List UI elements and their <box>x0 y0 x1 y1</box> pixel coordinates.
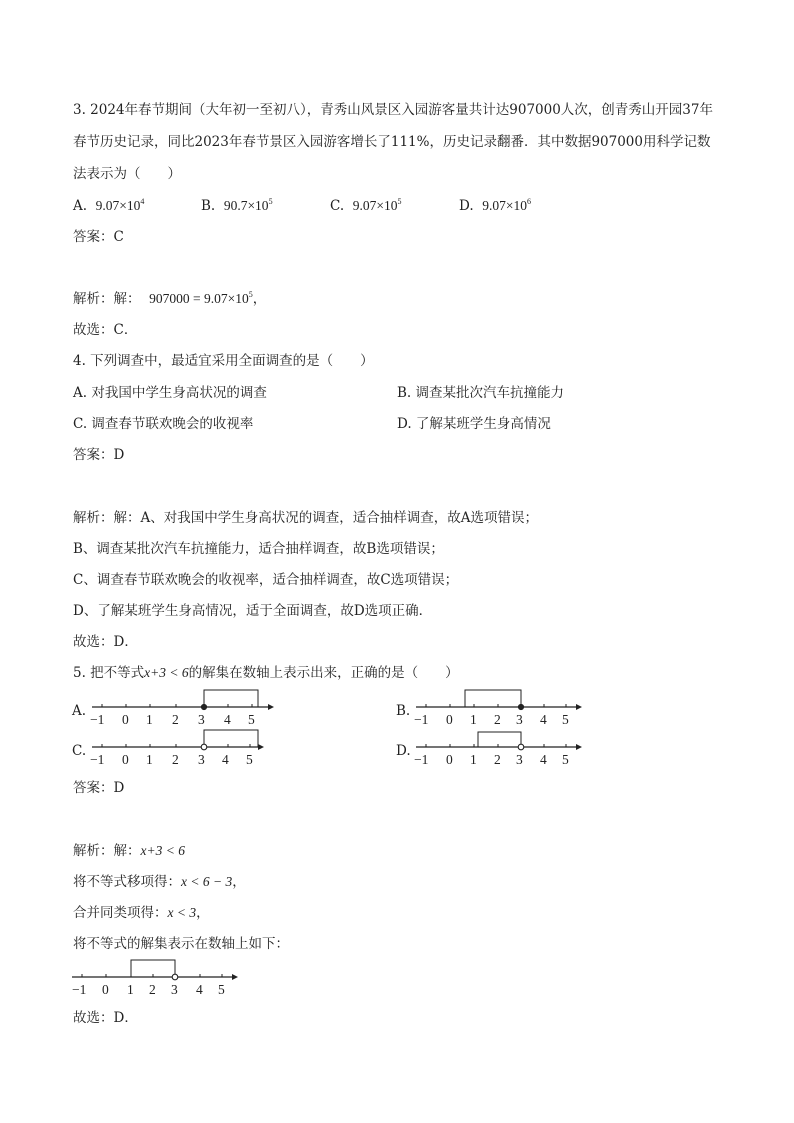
tick-label: 4 <box>222 752 229 767</box>
tick-label: 4 <box>196 982 203 997</box>
q3-option-c[interactable]: C. $9.07\times 10^5$ <box>330 197 402 214</box>
q4-stem: 4. 下列调查中，最适宜采用全面调查的是（ ） <box>73 353 374 369</box>
axis-arrow <box>258 744 264 750</box>
q4-analysis-line1: 解析：解：A、对我国中学生身高状况的调查，适合抽样调查，故A选项错误； <box>73 510 538 526</box>
tick-label: 4 <box>540 752 547 767</box>
q4-conclusion: 故选：D． <box>73 634 138 650</box>
tick-label: 2 <box>149 982 156 997</box>
q4-analysis-line3: C、调查春节联欢晚会的收视率，适合抽样调查，故C选项错误； <box>73 572 459 588</box>
tick-label: 5 <box>218 982 225 997</box>
q5-option-a-label: A. <box>72 703 87 719</box>
q4-option-b[interactable]: B. 调查某批次汽车抗撞能力 <box>397 385 565 401</box>
tick-label: 1 <box>470 712 477 727</box>
tick-label: 3 <box>198 752 205 767</box>
tick-label: 4 <box>224 712 231 727</box>
tick-label: 2 <box>172 752 179 767</box>
q4-option-c[interactable]: C. 调查春节联欢晚会的收视率 <box>73 416 254 432</box>
q5-option-b-label: B. <box>396 703 411 719</box>
q5-option-c-label: C. <box>72 743 87 759</box>
tick-label: −1 <box>414 752 429 767</box>
tick-label: 0 <box>446 752 453 767</box>
tick-label: −1 <box>90 752 105 767</box>
tick-label: 3 <box>171 982 178 997</box>
hollow-point <box>201 744 207 750</box>
q5-step1: 将不等式移项得：x < 6 − 3， <box>73 874 246 890</box>
tick-label: 0 <box>122 752 129 767</box>
q5-analysis: 解析：解：x+3 < 6 <box>73 843 185 859</box>
solution-bracket <box>478 732 521 747</box>
q4-analysis-line4: D、了解某班学生身高情况，适于全面调查，故D选项正确． <box>73 603 433 619</box>
q5-answer: 答案：D <box>73 780 125 796</box>
tick-label: 5 <box>562 752 569 767</box>
q5-option-c-number-line[interactable] <box>88 728 278 768</box>
axis-arrow <box>576 744 582 750</box>
q5-stem: 5. 把不等式x+3 < 6的解集在数轴上表示出来，正确的是（ ） <box>73 665 459 681</box>
axis-arrow <box>576 704 582 710</box>
q5-option-b-number-line[interactable] <box>412 688 592 728</box>
tick-label: −1 <box>414 712 429 727</box>
solution-bracket <box>465 690 521 707</box>
q4-analysis-line2: B、调查某批次汽车抗撞能力，适合抽样调查，故B选项错误； <box>73 541 444 557</box>
tick-label: 1 <box>146 712 153 727</box>
tick-label: 1 <box>146 752 153 767</box>
solution-bracket <box>204 690 258 707</box>
tick-label: 1 <box>127 982 134 997</box>
q3-stem-line2: 春节历史记录，同比2023年春节景区入园游客增长了111%，历史记录翻番．其中数据907000用科学记数 <box>73 134 711 150</box>
q3-analysis: 解析：解： $907000 = 9.07\times 10^5$， <box>73 290 267 307</box>
tick-label: −1 <box>90 712 105 727</box>
q3-conclusion: 故选：C． <box>73 322 138 338</box>
q4-option-a[interactable]: A. 对我国中学生身高状况的调查 <box>73 385 267 401</box>
q3-stem-line3: 法表示为（ ） <box>73 166 181 182</box>
tick-label: 1 <box>470 752 477 767</box>
q3-option-d[interactable]: D. $9.07\times 10^6$ <box>459 197 531 214</box>
tick-label: 0 <box>102 982 109 997</box>
solid-point <box>201 704 206 709</box>
q3-option-a[interactable]: A. $9.07\times 10^4$ <box>73 197 145 214</box>
q5-conclusion: 故选：D． <box>73 1010 138 1026</box>
tick-label: 2 <box>494 712 501 727</box>
q5-step3: 将不等式的解集表示在数轴上如下： <box>73 936 289 952</box>
tick-label: 0 <box>122 712 129 727</box>
q5-option-d-label: D. <box>396 743 411 759</box>
hollow-point <box>518 744 524 750</box>
tick-label: 2 <box>494 752 501 767</box>
tick-label: 5 <box>562 712 569 727</box>
q4-answer: 答案：D <box>73 447 125 463</box>
q3-option-b[interactable]: B. $90.7\times 10^5$ <box>201 197 273 214</box>
q5-solution-number-line <box>70 958 250 998</box>
tick-label: 0 <box>446 712 453 727</box>
tick-label: 5 <box>248 712 255 727</box>
hollow-point <box>172 974 178 980</box>
tick-label: −1 <box>72 982 87 997</box>
q5-option-a-number-line[interactable] <box>88 688 278 728</box>
q5-step2: 合并同类项得：x < 3， <box>73 905 210 921</box>
q4-option-d[interactable]: D. 了解某班学生身高情况 <box>397 416 551 432</box>
tick-label: 5 <box>246 752 253 767</box>
solid-point <box>518 704 523 709</box>
q5-option-d-number-line[interactable] <box>412 728 592 768</box>
q3-answer: 答案：C <box>73 229 124 245</box>
tick-label: 3 <box>516 752 523 767</box>
tick-label: 3 <box>516 712 523 727</box>
axis-arrow <box>232 974 238 980</box>
tick-label: 4 <box>540 712 547 727</box>
tick-label: 3 <box>198 712 205 727</box>
q3-stem-line1: 3. 2024年春节期间（大年初一至初八），青秀山风景区入园游客量共计达907000人次，创青秀山开园37年 <box>73 102 713 118</box>
axis-arrow <box>268 704 274 710</box>
tick-label: 2 <box>172 712 179 727</box>
